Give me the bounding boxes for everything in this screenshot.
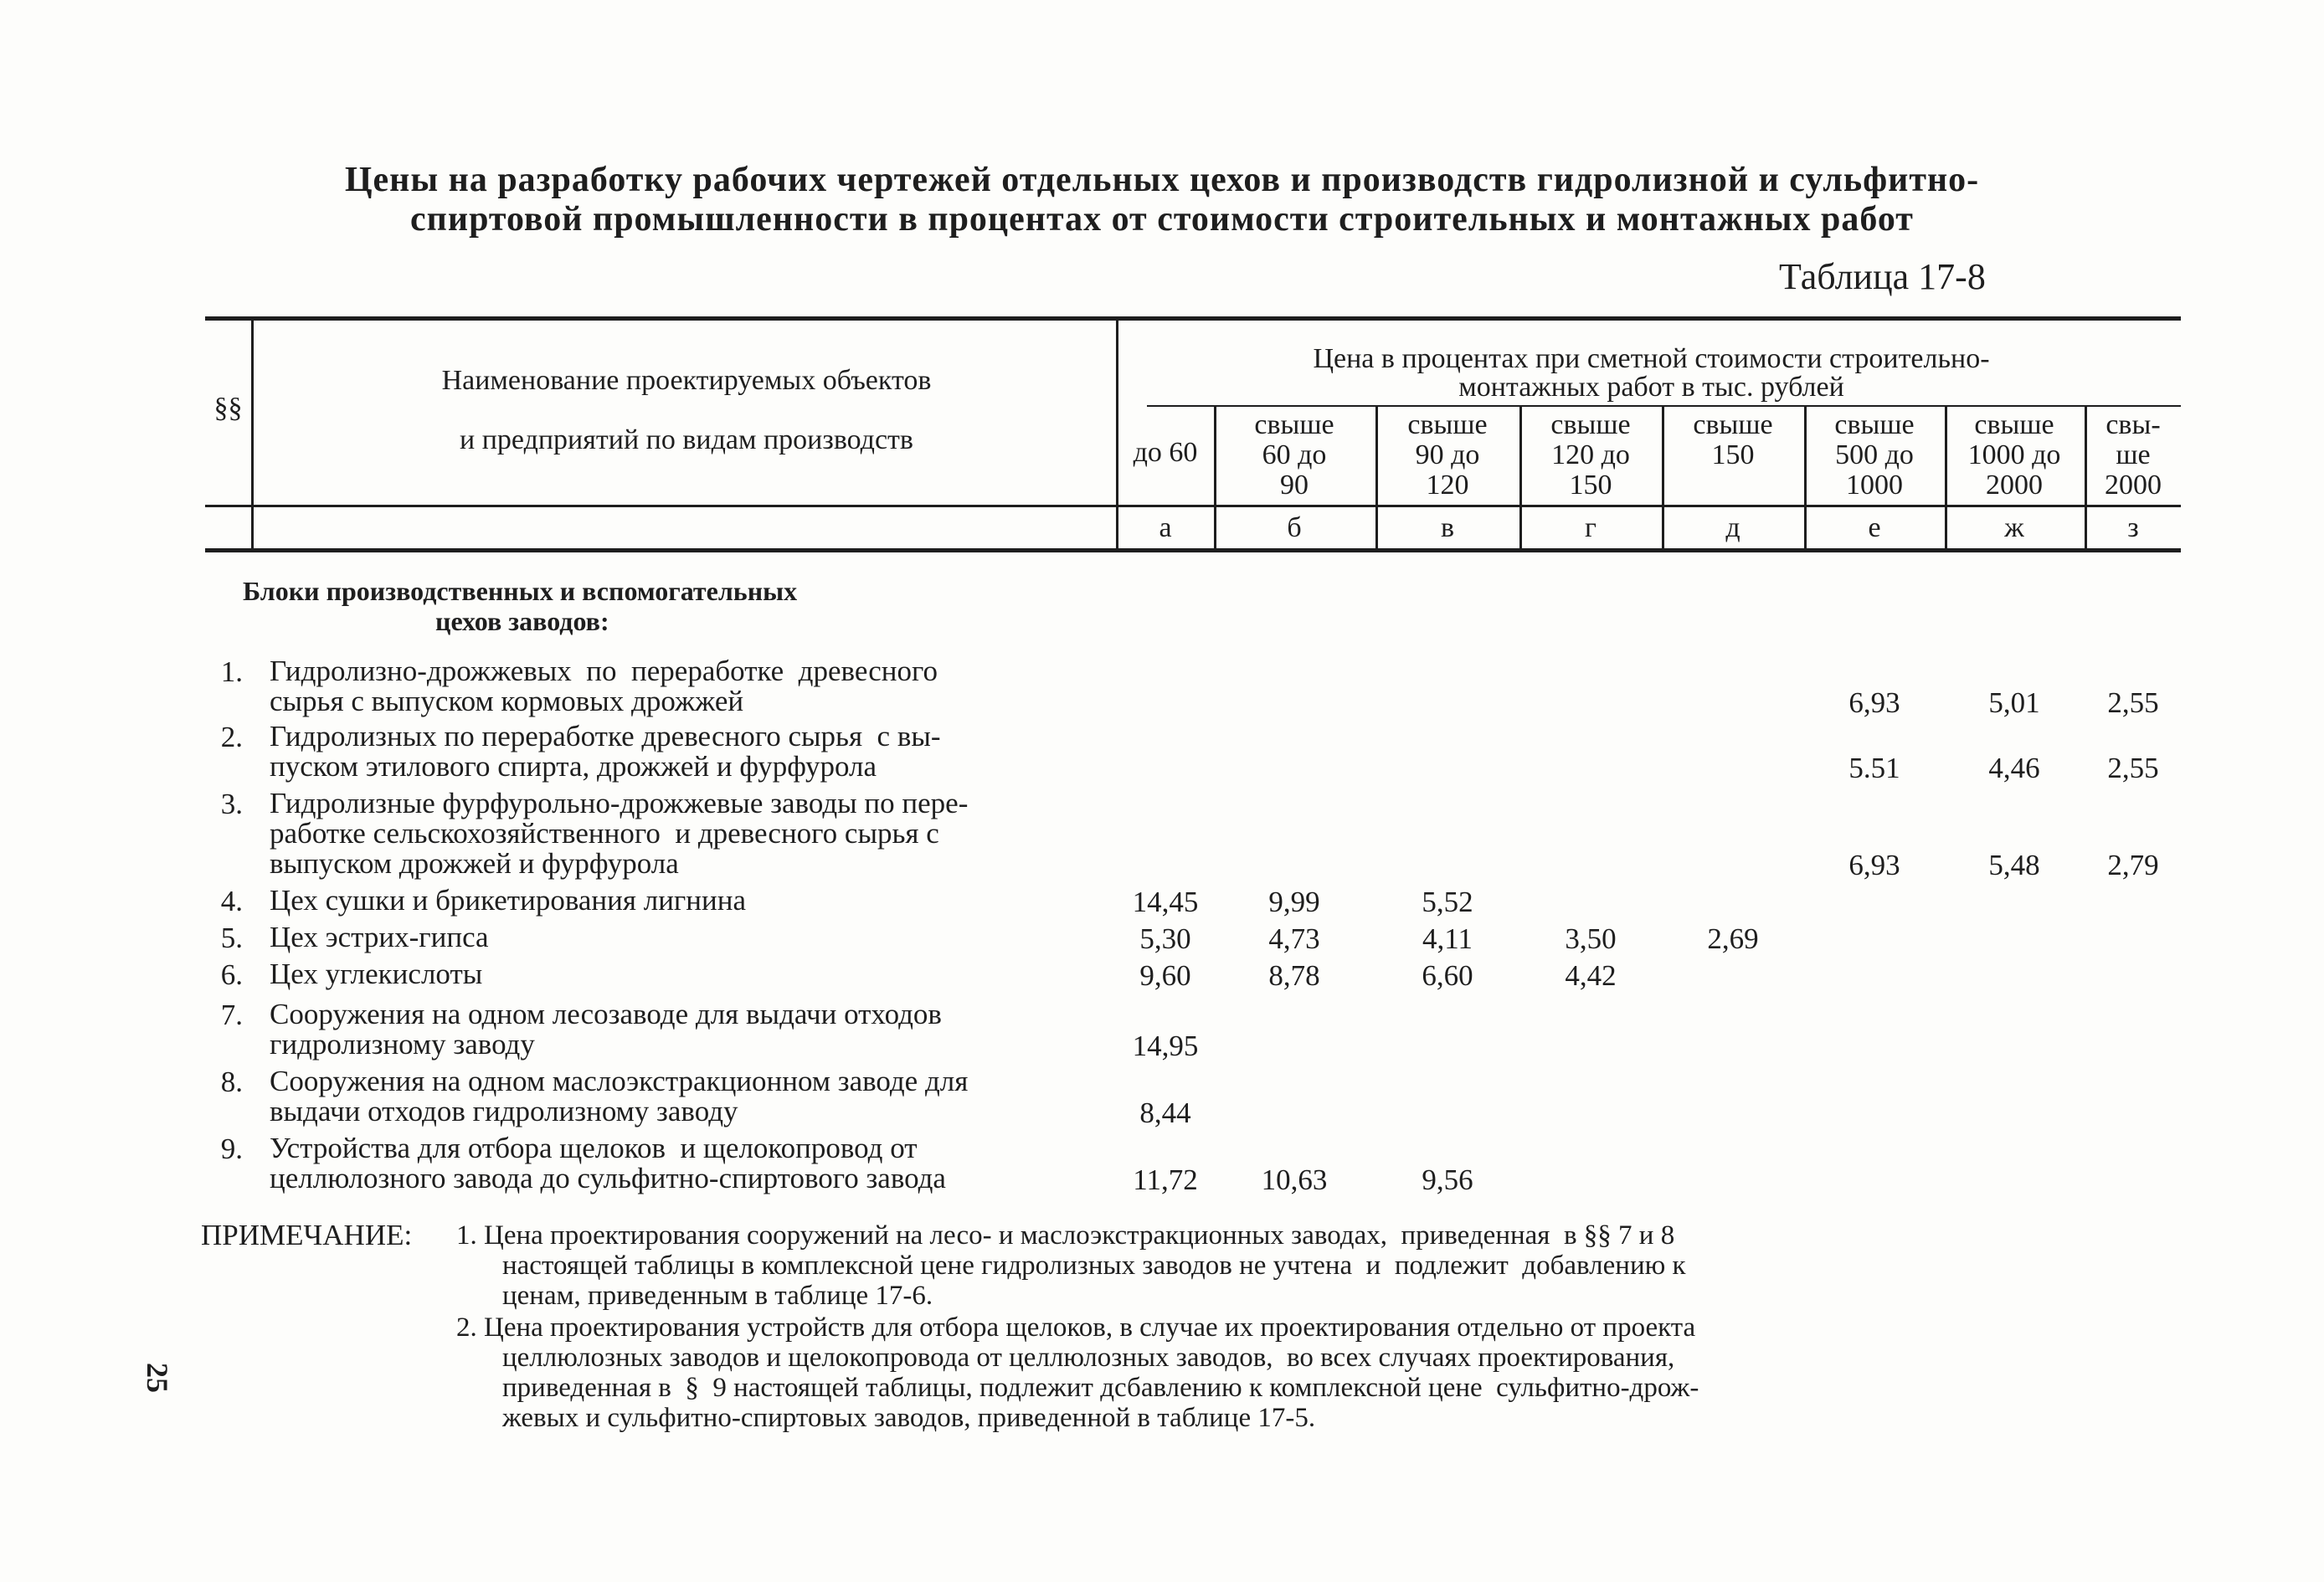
price-column-label: ше bbox=[2116, 439, 2151, 470]
price-column-letter: б bbox=[1287, 512, 1302, 543]
price-value-cell: 8,78 bbox=[1268, 959, 1320, 992]
page-number: 25 bbox=[141, 1363, 174, 1393]
col-divider bbox=[1375, 407, 1378, 548]
price-column-label: 150 bbox=[1569, 470, 1612, 501]
price-value-cell: 5,30 bbox=[1139, 922, 1191, 955]
note-1-line: ценам, приведенным в таблице 17-6. bbox=[502, 1281, 933, 1311]
row-number: 1. bbox=[220, 655, 243, 688]
price-value-cell: 9,60 bbox=[1139, 959, 1191, 992]
row-name-line: Цех эстрих-гипса bbox=[270, 921, 489, 953]
price-value-cell: 11,72 bbox=[1133, 1163, 1198, 1196]
price-column-letter: ж bbox=[2004, 512, 2024, 543]
price-column-label: свыше bbox=[1550, 409, 1631, 440]
price-column-label: 120 bbox=[1426, 470, 1469, 501]
row-name-line: Цех углекислоты bbox=[270, 958, 483, 990]
col-divider bbox=[1662, 407, 1664, 548]
price-column-label: 120 до bbox=[1551, 439, 1630, 470]
col-divider bbox=[251, 321, 254, 548]
row-name-line: целлюлозного завода до сульфитно-спиртового завода bbox=[270, 1162, 946, 1194]
price-column-label: 150 bbox=[1711, 439, 1755, 470]
price-column-label: свы- bbox=[2105, 409, 2161, 440]
price-column-letter: з bbox=[2127, 512, 2139, 543]
price-value-cell: 14,95 bbox=[1132, 1030, 1199, 1062]
price-value-cell: 9,56 bbox=[1422, 1163, 1473, 1196]
note-label: ПРИМЕЧАНИЕ: bbox=[201, 1219, 413, 1251]
price-value-cell: 5,52 bbox=[1422, 886, 1473, 918]
row-number: 6. bbox=[220, 958, 243, 991]
table-title-line2: спиртовой промышленности в процентах от стоимости строительных и монтажных работ bbox=[410, 200, 1914, 239]
price-value-cell: 5.51 bbox=[1848, 752, 1900, 784]
row-number: 4. bbox=[220, 885, 243, 917]
note-1-line: 1. Цена проектирования сооружений на лесо- и маслоэкстракционных заводах, приведенная в §§ 7 и 8 bbox=[456, 1220, 1675, 1251]
price-column-label: свыше bbox=[1693, 409, 1773, 440]
col-divider bbox=[1519, 407, 1522, 548]
header-bottom-rule bbox=[205, 548, 2181, 552]
price-value-cell: 4,42 bbox=[1565, 959, 1617, 992]
header-rule bbox=[205, 505, 2181, 507]
row-name-line: гидролизному заводу bbox=[270, 1028, 535, 1061]
row-name-line: Устройства для отбора щелоков и щелокопровод от bbox=[270, 1132, 918, 1164]
price-column-letter: в bbox=[1440, 512, 1455, 543]
price-value-cell: 6,60 bbox=[1422, 959, 1473, 992]
price-value-cell: 5,48 bbox=[1988, 849, 2040, 881]
price-column-label: 90 до bbox=[1415, 439, 1480, 470]
price-value-cell: 2,69 bbox=[1707, 922, 1759, 955]
price-column-letter: г bbox=[1585, 512, 1596, 543]
group-title-line1: Блоки производственных и вспомогательных bbox=[243, 576, 798, 606]
price-column-label: 2000 bbox=[1986, 470, 2043, 501]
row-number: 9. bbox=[220, 1133, 243, 1165]
price-header-line2: монтажных работ в тыс. рублей bbox=[1458, 372, 1844, 403]
price-value-cell: 4,46 bbox=[1988, 752, 2040, 784]
row-name-line: Гидролизные фурфурольно-дрожжевые заводы по пере- bbox=[270, 787, 969, 819]
price-column-letter: е bbox=[1868, 512, 1881, 543]
row-name-line: Гидролизно-дрожжевых по переработке древесного bbox=[270, 655, 938, 687]
row-name-line: пуском этилового спирта, дрожжей и фурфурола bbox=[270, 750, 877, 783]
table-number: Таблица 17-8 bbox=[1779, 256, 1986, 297]
price-column-label: свыше bbox=[1974, 409, 2054, 440]
name-column-header-line2: и предприятий по видам производств bbox=[460, 424, 913, 455]
row-name-line: сырья с выпуском кормовых дрожжей bbox=[270, 685, 744, 717]
price-column-letter: а bbox=[1159, 512, 1172, 543]
price-value-cell: 2,55 bbox=[2107, 686, 2159, 719]
row-name-line: Гидролизных по переработке древесного сырья с вы- bbox=[270, 720, 941, 752]
row-number: 5. bbox=[220, 922, 243, 954]
price-value-cell: 3,50 bbox=[1565, 922, 1617, 955]
row-name-line: выдачи отходов гидролизному заводу bbox=[270, 1095, 738, 1127]
section-column-header: §§ bbox=[213, 393, 243, 424]
price-column-label: свыше bbox=[1834, 409, 1915, 440]
group-title-line2: цехов заводов: bbox=[435, 606, 609, 636]
price-value-cell: 5,01 bbox=[1988, 686, 2040, 719]
price-header-line1: Цена в процентах при сметной стоимости строительно- bbox=[1313, 343, 1990, 374]
row-number: 7. bbox=[220, 999, 243, 1031]
price-value-cell: 2,79 bbox=[2107, 849, 2159, 881]
price-column-label: свыше bbox=[1254, 409, 1334, 440]
price-column-label: 90 bbox=[1280, 470, 1309, 501]
price-column-label: 1000 bbox=[1846, 470, 1903, 501]
row-name-line: выпуском дрожжей и фурфурола bbox=[270, 847, 679, 880]
price-column-label: 1000 до bbox=[1967, 439, 2061, 470]
note-2-line: жевых и сульфитно-спиртовых заводов, приведенной в таблице 17-5. bbox=[502, 1403, 1316, 1433]
price-value-cell: 9,99 bbox=[1268, 886, 1320, 918]
price-value-cell: 4,11 bbox=[1422, 922, 1473, 955]
price-value-cell: 2,55 bbox=[2107, 752, 2159, 784]
row-number: 2. bbox=[220, 721, 243, 753]
price-value-cell: 4,73 bbox=[1268, 922, 1320, 955]
price-column-label: 500 до bbox=[1835, 439, 1914, 470]
row-name-line: работке сельскохозяйственного и древесного сырья с bbox=[270, 817, 939, 850]
price-column-label: 2000 bbox=[2105, 470, 2162, 501]
price-column-label: свыше bbox=[1407, 409, 1488, 440]
note-2-line: приведенная в § 9 настоящей таблицы, подлежит дсбавлению к комплексной цене сульфитно-дрож- bbox=[502, 1373, 1699, 1403]
table-top-rule bbox=[205, 316, 2181, 321]
row-number: 8. bbox=[220, 1066, 243, 1098]
row-name-line: Сооружения на одном лесозаводе для выдачи отходов bbox=[270, 998, 942, 1030]
price-value-cell: 6,93 bbox=[1848, 686, 1900, 719]
row-name-line: Цех сушки и брикетирования лигнина bbox=[270, 884, 747, 917]
price-value-cell: 14,45 bbox=[1132, 886, 1199, 918]
row-number: 3. bbox=[220, 788, 243, 820]
price-value-cell: 6,93 bbox=[1848, 849, 1900, 881]
note-2-line: целлюлозных заводов и щелокопровода от целлюлозных заводов, во всех случаях проектирования, bbox=[502, 1343, 1675, 1373]
name-column-header-line1: Наименование проектируемых объектов bbox=[441, 365, 932, 396]
row-name-line: Сооружения на одном маслоэкстракционном заводе для bbox=[270, 1065, 969, 1097]
col-divider bbox=[1804, 407, 1807, 548]
price-column-letter: д bbox=[1725, 512, 1740, 543]
price-column-label: 60 до bbox=[1262, 439, 1327, 470]
price-value-cell: 8,44 bbox=[1139, 1097, 1191, 1129]
price-column-label: до 60 bbox=[1133, 437, 1198, 468]
price-value-cell: 10,63 bbox=[1261, 1163, 1328, 1196]
table-title-line1: Цены на разработку рабочих чертежей отдельных цехов и производств гидролизной и сульфитно- bbox=[344, 161, 1980, 199]
note-2-line: 2. Цена проектирования устройств для отбора щелоков, в случае их проектирования отдельно от проекта bbox=[456, 1312, 1696, 1343]
note-1-line: настоящей таблицы в комплексной цене гидролизных заводов не учтена и подлежит добавлению к bbox=[502, 1251, 1686, 1281]
